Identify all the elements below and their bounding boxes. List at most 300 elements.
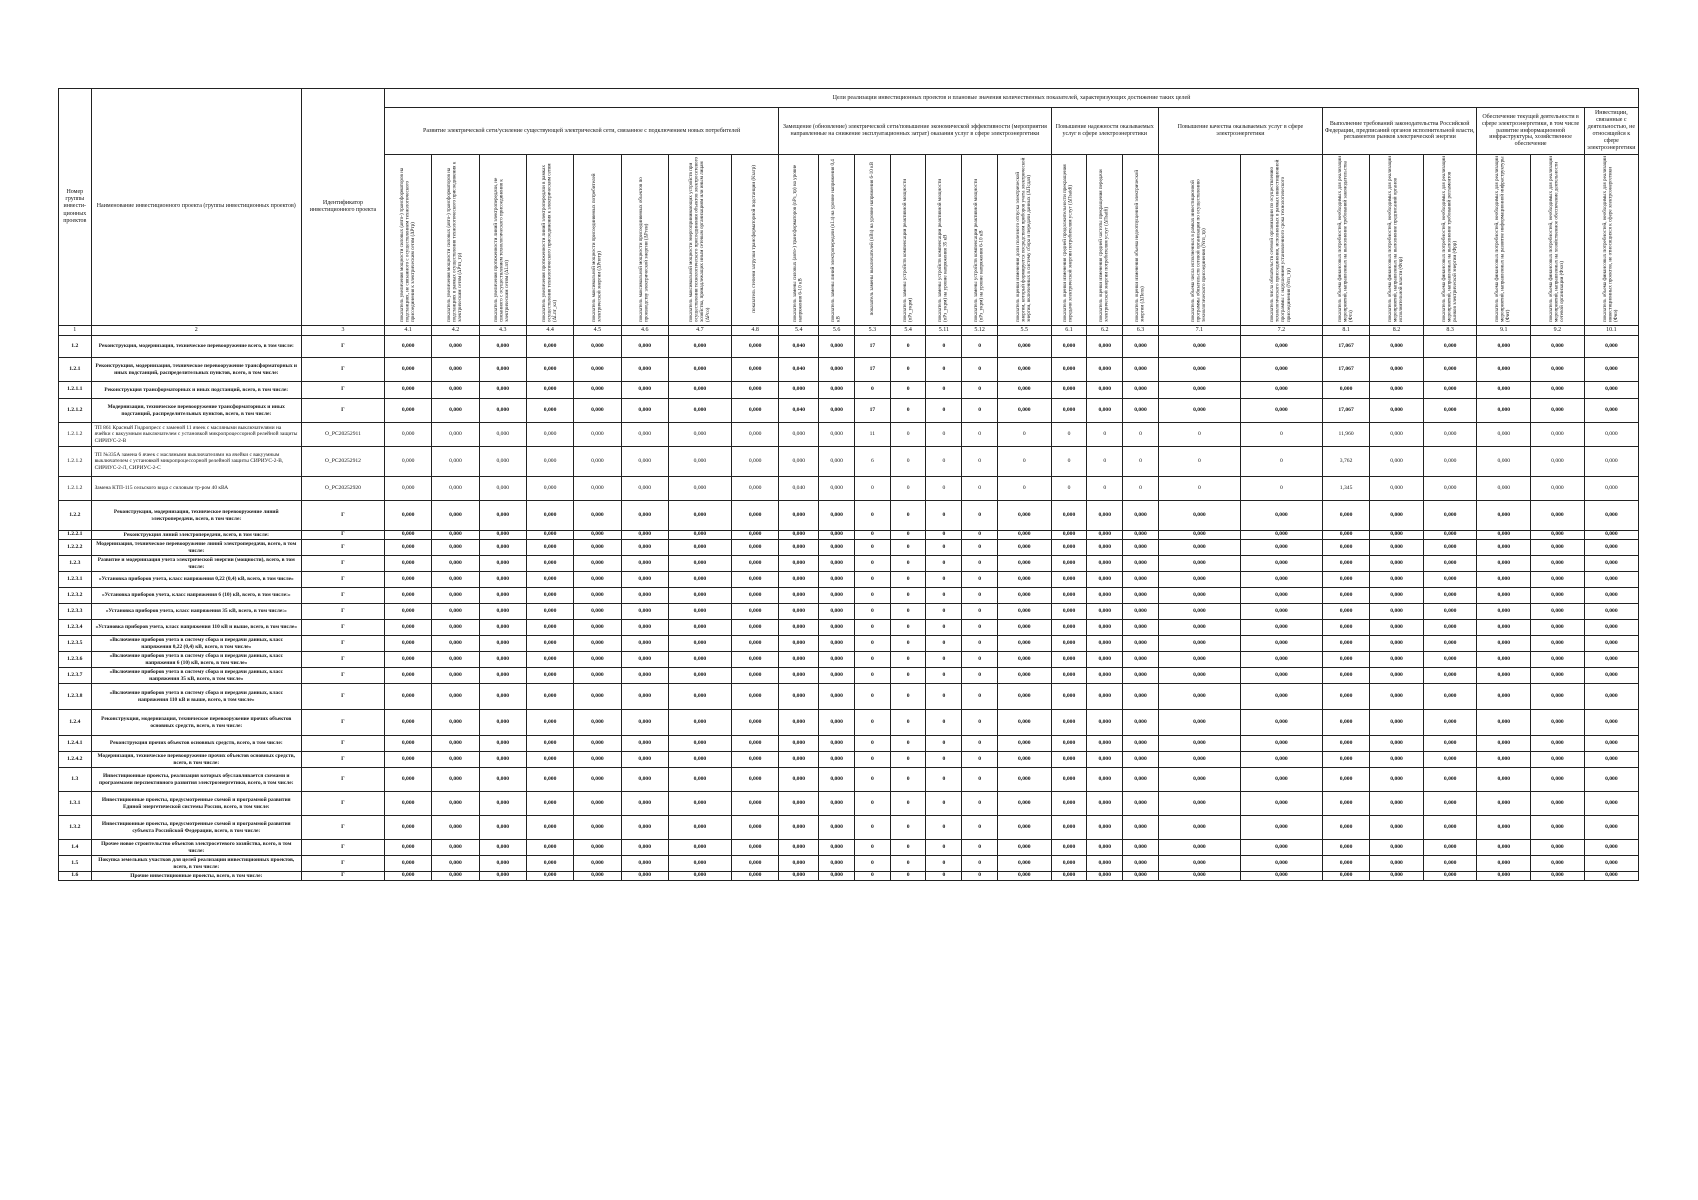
row-project-name: «Включение приборов учета в систему сбора и передачи данных, класс напряжения 6 (10) кВ, всего, в том числе» <box>91 652 301 668</box>
row-value: 0,000 <box>1322 540 1369 556</box>
row-value: 0,000 <box>997 752 1051 768</box>
row-value: 0,000 <box>574 572 621 588</box>
row-value: 0,000 <box>526 710 573 736</box>
row-value: 0,000 <box>526 540 573 556</box>
row-value: 0,000 <box>479 816 526 840</box>
header-indicator <box>479 155 526 326</box>
row-value: 0 <box>926 840 962 856</box>
row-value: 0 <box>997 477 1051 501</box>
row-value: 0,000 <box>385 768 432 792</box>
row-value: 0,000 <box>1584 856 1638 872</box>
row-value: 0,000 <box>1370 358 1424 382</box>
row-value: 0,000 <box>1370 752 1424 768</box>
row-value: 0 <box>854 501 890 531</box>
row-value: 0,000 <box>1123 620 1159 636</box>
row-value: 0,000 <box>668 636 731 652</box>
row-value: 0,000 <box>731 792 778 816</box>
row-value: 0 <box>854 872 890 881</box>
row-value: 0,000 <box>1123 752 1159 768</box>
row-value: 0,000 <box>1584 477 1638 501</box>
row-value: 0 <box>962 540 998 556</box>
row-value: 0,000 <box>1477 792 1531 816</box>
row-value: 0,000 <box>1584 358 1638 382</box>
row-value: 11,960 <box>1322 423 1369 447</box>
row-value: 0,000 <box>385 477 432 501</box>
row-project-name: ТП №335А замена 6 ячеек с масляными выключателями на ячейки с вакуумным выключателем с установкой микропроцессорной релейной защиты СИРИУС-2-В, СИРИУС-2-Л, СИРИУС-2-С <box>91 447 301 477</box>
header-indicator-text: показатель оценки изменения объема недоотпущенной электрической энергии (ΔПens) <box>1133 169 1146 322</box>
row-value: 0,000 <box>432 399 479 423</box>
header-column-number: 4.6 <box>621 326 668 336</box>
row-value: 0,000 <box>1087 382 1123 399</box>
header-column-number: 3 <box>301 326 384 336</box>
row-value: 0,000 <box>1477 816 1531 840</box>
row-value: 0,000 <box>479 447 526 477</box>
row-value: 0,000 <box>432 382 479 399</box>
row-value: 0,000 <box>1370 668 1424 684</box>
row-value: 0,000 <box>1123 501 1159 531</box>
row-value: 0,000 <box>1123 652 1159 668</box>
row-value: 0,000 <box>1477 652 1531 668</box>
row-value: 0,000 <box>1423 816 1477 840</box>
row-value: 0,000 <box>1531 358 1585 382</box>
row-value: 0,000 <box>1158 668 1240 684</box>
row-value: 0,000 <box>385 856 432 872</box>
row-value: 0,000 <box>1158 382 1240 399</box>
row-value: 0,000 <box>385 572 432 588</box>
row-project-name: «Включение приборов учета в систему сбора и передачи данных, класс напряжения 0,22 (0,4) кВ, всего, в том числе» <box>91 636 301 652</box>
row-value: 0,000 <box>1123 572 1159 588</box>
row-value: 0,000 <box>1531 447 1585 477</box>
row-value: 0,000 <box>731 668 778 684</box>
header-indicator-text: показатель числа обязательств сетевой организации по осуществлению технологического присоединения, исполненных в рамках инвестиционной программы с нарушением установленного срока технологического присоединения (Nтп_тр) <box>1269 159 1292 322</box>
row-value: 0,000 <box>1370 736 1424 752</box>
row-project-id: Г <box>301 792 384 816</box>
header-indicator-text: показатель замены устройств компенсации реактивной мощности (nPз_укрм) на уровне напряжения 6-10 кВ <box>973 178 985 322</box>
row-value: 0 <box>962 477 998 501</box>
row-value: 0,000 <box>1322 768 1369 792</box>
row-value: 0,000 <box>1087 752 1123 768</box>
row-value: 0,000 <box>668 336 731 358</box>
row-value: 0,000 <box>819 636 855 652</box>
row-value: 0 <box>926 736 962 752</box>
row-value: 0,000 <box>432 636 479 652</box>
row-value: 0,000 <box>819 604 855 620</box>
row-value: 0,000 <box>997 501 1051 531</box>
row-project-name: «Включение приборов учета в систему сбора и передачи данных, класс напряжения 35 кВ, всего, в том числе» <box>91 668 301 684</box>
row-project-name: Прочие инвестиционные проекты, всего, в том числе: <box>91 872 301 881</box>
table-row <box>59 399 1639 423</box>
row-value: 1,345 <box>1322 477 1369 501</box>
row-value: 0 <box>890 572 926 588</box>
row-value: 0 <box>962 872 998 881</box>
row-value: 0,000 <box>668 668 731 684</box>
header-indicator-text: показатель максимальной мощности присоединяемых потребителей электрической энергии (ΔPпотр) <box>590 173 603 322</box>
row-value: 0,000 <box>1477 620 1531 636</box>
row-project-name: «Установка приборов учета, класс напряжения 6 (10) кВ, всего, в том числе:» <box>91 588 301 604</box>
row-value: 0,000 <box>1584 572 1638 588</box>
row-value: 0,000 <box>1051 636 1087 652</box>
row-project-id: O_PC20252912 <box>301 447 384 477</box>
row-value: 0,000 <box>621 710 668 736</box>
header-indicator <box>819 155 855 326</box>
row-value: 0,000 <box>779 501 819 531</box>
row-value: 0,000 <box>1370 531 1424 540</box>
row-value: 0 <box>962 792 998 816</box>
row-project-id: Г <box>301 840 384 856</box>
row-value: 0,000 <box>385 336 432 358</box>
row-value: 0,000 <box>1531 872 1585 881</box>
row-value: 0,000 <box>1477 358 1531 382</box>
row-value: 0,000 <box>1087 816 1123 840</box>
row-value: 0 <box>890 358 926 382</box>
row-value: 0 <box>926 856 962 872</box>
row-value: 0,000 <box>479 840 526 856</box>
row-value: 0 <box>926 540 962 556</box>
row-value: 0,000 <box>1584 872 1638 881</box>
row-value: 0 <box>962 556 998 572</box>
row-value: 0,000 <box>1370 556 1424 572</box>
row-value: 17,067 <box>1322 336 1369 358</box>
header-indicator <box>574 155 621 326</box>
row-value: 0,000 <box>819 684 855 710</box>
row-value: 0,000 <box>819 358 855 382</box>
row-value: 0 <box>890 736 926 752</box>
header-indicator-text: показатель максимальной мощности присоединяемых объектов по производству электрической энергии (ΔPген) <box>638 176 650 322</box>
row-value: 0,000 <box>997 531 1051 540</box>
row-value: 0 <box>890 816 926 840</box>
investment-indicators-sheet <box>58 88 1639 881</box>
row-number: 1.2.3.6 <box>59 652 92 668</box>
row-value: 0 <box>854 588 890 604</box>
row-value: 0,000 <box>1477 668 1531 684</box>
row-value: 0 <box>962 399 998 423</box>
row-value: 0,000 <box>479 684 526 710</box>
row-value: 0,000 <box>779 556 819 572</box>
table-row <box>59 768 1639 792</box>
row-value: 0 <box>1123 423 1159 447</box>
row-value: 0 <box>890 752 926 768</box>
row-value: 0,000 <box>731 636 778 652</box>
row-value: 0,000 <box>526 684 573 710</box>
row-value: 0,000 <box>819 399 855 423</box>
row-value: 0,000 <box>1051 336 1087 358</box>
row-value: 0,000 <box>432 423 479 447</box>
header-indicator <box>1087 155 1123 326</box>
row-project-id: Г <box>301 636 384 652</box>
header-indicator-text: показатель объема финансовых потребностей, необходимых для реализации мероприятий, направленных на хозяйственное обеспечение деятельности сетевой организации (Фхоз) <box>1548 155 1566 322</box>
header-indicator <box>526 155 573 326</box>
row-value: 0 <box>926 588 962 604</box>
row-project-name: «Установка приборов учета, класс напряжения 110 кВ и выше, всего, в том числе» <box>91 620 301 636</box>
row-value: 17 <box>854 358 890 382</box>
row-value: 0,000 <box>1240 399 1322 423</box>
row-value: 0,000 <box>819 540 855 556</box>
row-value: 0,000 <box>479 501 526 531</box>
row-value: 0 <box>854 636 890 652</box>
row-value: 0,000 <box>997 636 1051 652</box>
row-value: 0,000 <box>1531 572 1585 588</box>
row-value: 0,000 <box>1322 840 1369 856</box>
row-value: 0,000 <box>997 540 1051 556</box>
row-value: 0,000 <box>1584 736 1638 752</box>
row-project-name: Инвестиционные проекты, предусмотренные схемой и программой развития субъекта Российской Федерации, всего, в том числе: <box>91 816 301 840</box>
row-value: 0,000 <box>1477 556 1531 572</box>
header-indicator <box>779 155 819 326</box>
row-value: 0,000 <box>668 477 731 501</box>
row-value: 0,000 <box>819 531 855 540</box>
row-value: 0,000 <box>1240 588 1322 604</box>
row-value: 0,000 <box>1370 710 1424 736</box>
row-value: 0,000 <box>479 358 526 382</box>
row-value: 0,000 <box>819 556 855 572</box>
row-value: 0,000 <box>385 652 432 668</box>
row-value: 0,000 <box>574 477 621 501</box>
row-value: 0,000 <box>1322 531 1369 540</box>
row-project-name: «Включение приборов учета в систему сбора и передачи данных, класс напряжения 110 кВ и выше, всего, в том числе» <box>91 684 301 710</box>
row-value: 0 <box>962 816 998 840</box>
row-value: 0 <box>997 447 1051 477</box>
row-value: 0,000 <box>432 872 479 881</box>
row-value: 0,000 <box>1158 620 1240 636</box>
row-value: 0,000 <box>385 620 432 636</box>
row-project-id: Г <box>301 540 384 556</box>
row-value: 0,000 <box>1240 752 1322 768</box>
row-value: 0,000 <box>1051 556 1087 572</box>
row-value: 0,000 <box>1477 447 1531 477</box>
row-value: 0,000 <box>731 423 778 447</box>
row-value: 0 <box>926 872 962 881</box>
row-value: 0,000 <box>479 531 526 540</box>
row-project-id: Г <box>301 768 384 792</box>
row-value: 0,000 <box>574 604 621 620</box>
row-value: 0,000 <box>1240 840 1322 856</box>
row-value: 0,000 <box>1531 382 1585 399</box>
row-value: 0,000 <box>819 501 855 531</box>
row-project-name: Реконструкция, модернизация, техническое перевооружение линий электропередачи, всего, в том числе: <box>91 501 301 531</box>
header-indicator <box>731 155 778 326</box>
row-value: 0,000 <box>621 856 668 872</box>
row-value: 0 <box>926 604 962 620</box>
row-value: 0,000 <box>731 531 778 540</box>
header-column-number: 5.12 <box>962 326 998 336</box>
row-value: 0,000 <box>1087 501 1123 531</box>
row-value: 0,000 <box>1051 684 1087 710</box>
row-value: 0,000 <box>1240 572 1322 588</box>
row-value: 0,000 <box>432 668 479 684</box>
row-value: 0 <box>962 531 998 540</box>
row-value: 0,000 <box>668 540 731 556</box>
row-number: 1.2.3.1 <box>59 572 92 588</box>
row-value: 0,000 <box>526 572 573 588</box>
row-value: 0,000 <box>479 572 526 588</box>
row-value: 0 <box>926 620 962 636</box>
row-value: 0,000 <box>1051 652 1087 668</box>
row-value: 0,000 <box>574 752 621 768</box>
row-value: 0,000 <box>479 636 526 652</box>
row-value: 0,000 <box>479 668 526 684</box>
row-value: 0 <box>926 816 962 840</box>
row-value: 0,000 <box>1477 840 1531 856</box>
row-value: 0,000 <box>1477 477 1531 501</box>
row-value: 0,000 <box>1370 447 1424 477</box>
header-column-number: 8.1 <box>1322 326 1369 336</box>
row-value: 0,000 <box>1158 752 1240 768</box>
row-value: 0,000 <box>1240 652 1322 668</box>
row-value: 0,000 <box>1322 382 1369 399</box>
row-value: 0,000 <box>479 477 526 501</box>
row-value: 0,000 <box>526 652 573 668</box>
row-value: 0,000 <box>1240 768 1322 792</box>
table-body <box>59 336 1639 881</box>
row-value: 0,000 <box>385 872 432 881</box>
row-value: 0,000 <box>432 710 479 736</box>
row-value: 0 <box>854 668 890 684</box>
row-number: 1.2.3.3 <box>59 604 92 620</box>
row-value: 0 <box>962 620 998 636</box>
row-value: 0,000 <box>1370 872 1424 881</box>
table-row <box>59 668 1639 684</box>
header-indicator-text: показатель оценки изменения доли полезного отпуска электрической энергии, который формируется посредством приборов учета электрической энергии, включенных в систему сбора и передачи данных (ΔПсдап) <box>1014 157 1033 322</box>
row-value: 0,000 <box>1123 872 1159 881</box>
row-value: 0,000 <box>1158 399 1240 423</box>
row-value: 0,000 <box>1531 840 1585 856</box>
row-value: 0,000 <box>997 816 1051 840</box>
row-value: 0,000 <box>1423 531 1477 540</box>
row-value: 0,000 <box>1051 710 1087 736</box>
header-indicator <box>1158 155 1240 326</box>
row-value: 0,000 <box>621 652 668 668</box>
row-value: 0,000 <box>1477 399 1531 423</box>
row-value: 0,000 <box>1531 477 1585 501</box>
row-number: 1.2.1.2 <box>59 477 92 501</box>
row-value: 0,000 <box>479 540 526 556</box>
row-value: 0,000 <box>1477 710 1531 736</box>
row-value: 0,000 <box>819 620 855 636</box>
row-value: 0,000 <box>779 752 819 768</box>
row-value: 0,000 <box>1477 872 1531 881</box>
header-indicator <box>621 155 668 326</box>
row-value: 0,000 <box>1322 636 1369 652</box>
row-value: 0,000 <box>1051 620 1087 636</box>
row-value: 0 <box>854 382 890 399</box>
header-indicator <box>385 155 432 326</box>
row-number: 1.2.2.2 <box>59 540 92 556</box>
row-project-id: Г <box>301 752 384 768</box>
row-value: 0,000 <box>1423 477 1477 501</box>
table-row <box>59 572 1639 588</box>
row-value: 0,000 <box>1087 668 1123 684</box>
row-value: 0,000 <box>1423 620 1477 636</box>
row-value: 0,000 <box>1322 572 1369 588</box>
row-value: 0 <box>962 382 998 399</box>
row-project-name: Покупка земельных участков для целей реализации инвестиционных проектов, всего, в том числе: <box>91 856 301 872</box>
row-value: 0,000 <box>526 840 573 856</box>
row-value: 0,000 <box>1158 856 1240 872</box>
row-value: 0 <box>962 668 998 684</box>
row-value: 0,000 <box>1370 792 1424 816</box>
row-value: 0,000 <box>1322 652 1369 668</box>
row-value: 0,000 <box>1087 856 1123 872</box>
header-column-number: 6.3 <box>1123 326 1159 336</box>
row-value: 0,000 <box>997 358 1051 382</box>
row-value: 0,000 <box>1240 736 1322 752</box>
row-value: 0,000 <box>385 531 432 540</box>
row-value: 0 <box>926 792 962 816</box>
row-value: 0,000 <box>819 816 855 840</box>
row-project-name: Модернизация, техническое перевооружение линий электропередачи, всего, в том числе: <box>91 540 301 556</box>
row-value: 0,000 <box>385 736 432 752</box>
row-value: 0,000 <box>479 856 526 872</box>
row-value: 0,000 <box>621 588 668 604</box>
row-value: 0 <box>890 382 926 399</box>
row-value: 0,000 <box>779 540 819 556</box>
header-column-number: 2 <box>91 326 301 336</box>
row-value: 0,000 <box>574 620 621 636</box>
row-value: 0,000 <box>819 856 855 872</box>
row-value: 0,000 <box>731 856 778 872</box>
table-row <box>59 736 1639 752</box>
row-value: 0,000 <box>779 736 819 752</box>
row-value: 0 <box>962 752 998 768</box>
row-value: 0,000 <box>621 840 668 856</box>
row-value: 0,000 <box>1584 752 1638 768</box>
row-value: 0,000 <box>1051 840 1087 856</box>
table-row <box>59 840 1639 856</box>
row-value: 0,000 <box>1370 620 1424 636</box>
row-value: 0 <box>854 556 890 572</box>
row-project-id: O_PC20252920 <box>301 477 384 501</box>
row-value: 0,000 <box>479 652 526 668</box>
row-value: 0,000 <box>574 423 621 447</box>
row-value: 0 <box>962 336 998 358</box>
row-value: 0,000 <box>574 588 621 604</box>
row-value: 0,000 <box>1423 872 1477 881</box>
row-value: 0,000 <box>1370 636 1424 652</box>
row-project-name: Реконструкция, модернизация, техническое перевооружение всего, в том числе: <box>91 336 301 358</box>
row-value: 0,000 <box>1531 752 1585 768</box>
row-value: 0,000 <box>668 620 731 636</box>
row-number: 1.2.4 <box>59 710 92 736</box>
row-value: 0,000 <box>432 477 479 501</box>
row-value: 0,000 <box>997 652 1051 668</box>
header-goal-group: Повышение качества оказываемых услуг в сфере электроэнергетики <box>1158 108 1322 155</box>
row-value: 0,000 <box>1123 588 1159 604</box>
row-value: 0,000 <box>621 736 668 752</box>
row-value: 0,000 <box>1240 336 1322 358</box>
row-value: 0,000 <box>1322 684 1369 710</box>
row-value: 0 <box>926 572 962 588</box>
row-value: 0,000 <box>574 531 621 540</box>
row-value: 0,000 <box>1584 768 1638 792</box>
row-value: 0 <box>1051 423 1087 447</box>
header-indicator <box>1531 155 1585 326</box>
row-value: 0 <box>890 399 926 423</box>
row-value: 0,000 <box>668 736 731 752</box>
header-column-number: 5.4 <box>890 326 926 336</box>
row-value: 0 <box>926 501 962 531</box>
row-value: 0,000 <box>621 572 668 588</box>
row-value: 0,000 <box>1123 684 1159 710</box>
header-column-number: 5.11 <box>926 326 962 336</box>
row-value: 0,000 <box>385 556 432 572</box>
row-number: 1.6 <box>59 872 92 881</box>
row-value: 0,000 <box>432 501 479 531</box>
header-indicator-text: показатель степени загрузки трансформаторной подстанции (Кзагр) <box>751 164 758 313</box>
row-value: 0,000 <box>819 382 855 399</box>
row-value: 0,000 <box>1123 792 1159 816</box>
row-value: 0,000 <box>997 336 1051 358</box>
row-value: 0,000 <box>1531 636 1585 652</box>
